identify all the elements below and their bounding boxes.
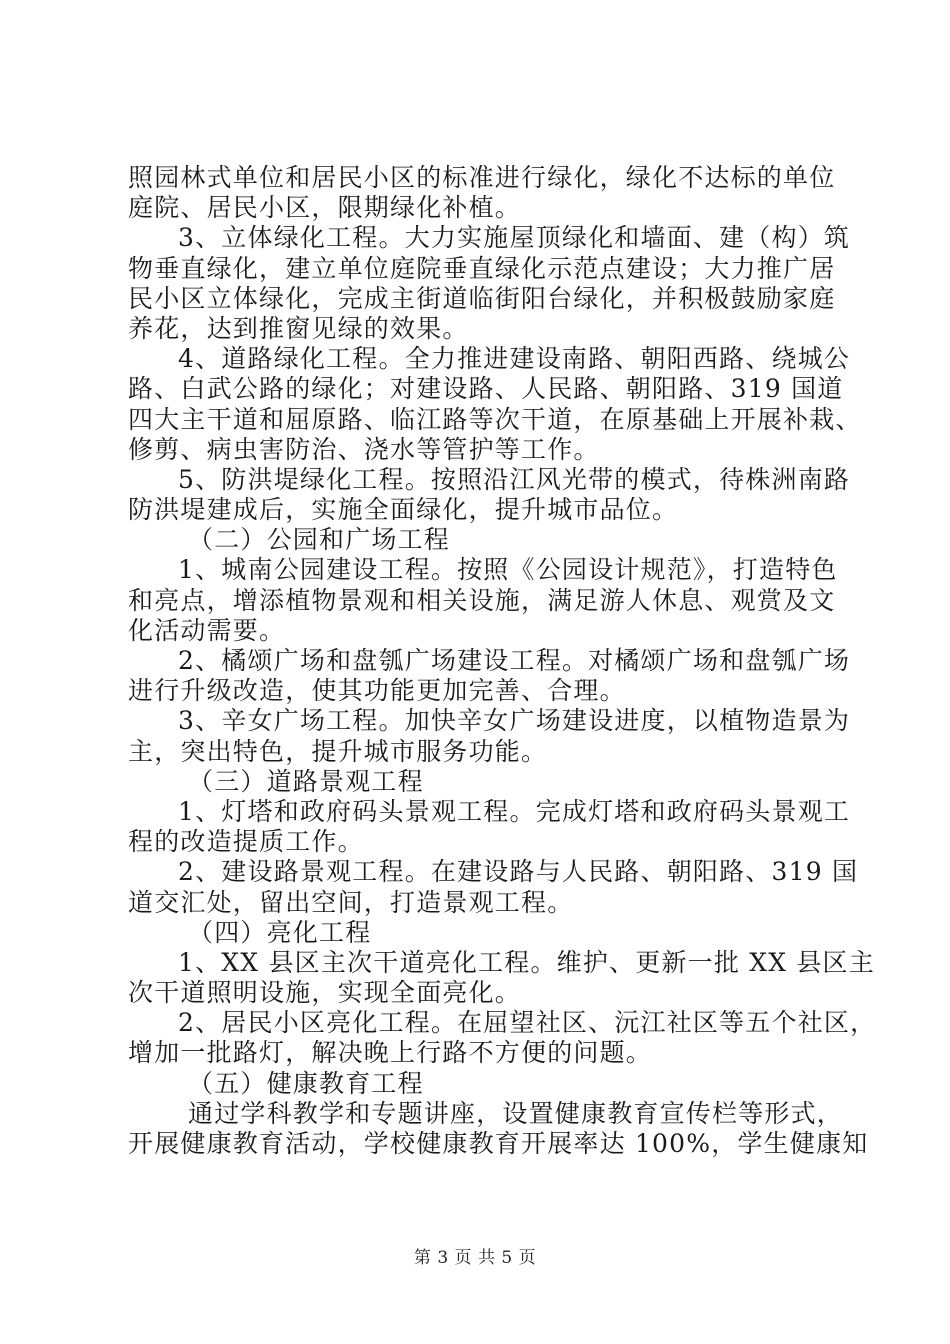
text-line: 进行升级改造，使其功能更加完善、合理。 xyxy=(128,676,626,706)
text-line: 1、XX 县区主次干道亮化工程。维护、更新一批 XX 县区主 xyxy=(178,947,875,977)
text-line: 开展健康教育活动，学校健康教育开展率达 100%，学生健康知 xyxy=(128,1129,869,1158)
text-line: 养花，达到推窗见绿的效果。 xyxy=(128,313,469,343)
text-line: 和亮点，增添植物景观和相关设施，满足游人休息、观赏及文 xyxy=(128,585,836,615)
text-line: 通过学科教学和专题讲座，设置健康教育宣传栏等形式， xyxy=(188,1098,844,1128)
text-line: 程的改造提质工作。 xyxy=(128,827,364,857)
page-number-footer: 第 3 页 共 5 页 xyxy=(413,1248,537,1268)
text-line: （四）亮化工程 xyxy=(188,917,372,947)
text-line: 1、灯塔和政府码头景观工程。完成灯塔和政府码头景观工 xyxy=(178,796,851,826)
text-line: （五）健康教育工程 xyxy=(188,1068,424,1098)
text-line: 防洪堤建成后，实施全面绿化，提升城市品位。 xyxy=(128,495,679,525)
text-line: 民小区立体绿化，完成主街道临街阳台绿化，并积极鼓励家庭 xyxy=(128,283,836,313)
text-line: 庭院、居民小区，限期绿化补植。 xyxy=(128,193,522,223)
text-line: 2、居民小区亮化工程。在屈望社区、沅江社区等五个社区， xyxy=(178,1008,877,1038)
text-line: 5、防洪堤绿化工程。按照沿江风光带的模式，待株洲南路 xyxy=(178,464,851,494)
text-line: 修剪、病虫害防治、浇水等管护等工作。 xyxy=(128,434,600,464)
text-line: 路、白武公路的绿化；对建设路、人民路、朝阳路、319 国道 xyxy=(128,374,844,404)
text-line: 3、立体绿化工程。大力实施屋顶绿化和墙面、建（构）筑 xyxy=(178,223,851,253)
document-body xyxy=(128,163,877,1159)
text-line: 4、道路绿化工程。全力推进建设南路、朝阳西路、绕城公 xyxy=(178,344,851,374)
text-line: 四大主干道和屈原路、临江路等次干道，在原基础上开展补栽、 xyxy=(128,404,862,434)
text-line: （二）公园和广场工程 xyxy=(188,525,451,555)
text-line: 增加一批路灯，解决晚上行路不方便的问题。 xyxy=(128,1038,653,1068)
text-line: 物垂直绿化，建立单位庭院垂直绿化示范点建设；大力推广居 xyxy=(128,253,836,283)
text-line: （三）道路景观工程 xyxy=(188,766,424,796)
text-line: 2、橘颂广场和盘瓠广场建设工程。对橘颂广场和盘瓠广场 xyxy=(178,646,851,675)
text-line: 3、辛女广场工程。加快辛女广场建设进度，以植物造景为 xyxy=(178,706,851,736)
text-line: 2、建设路景观工程。在建设路与人民路、朝阳路、319 国 xyxy=(178,857,859,887)
text-line: 照园林式单位和居民小区的标准进行绿化，绿化不达标的单位 xyxy=(128,163,836,192)
text-line: 次干道照明设施，实现全面亮化。 xyxy=(128,978,522,1008)
text-line: 道交汇处，留出空间，打造景观工程。 xyxy=(128,887,574,917)
text-line: 化活动需要。 xyxy=(128,615,286,645)
text-line: 1、城南公园建设工程。按照《公园设计规范》，打造特色 xyxy=(178,555,838,585)
text-line: 主，突出特色，提升城市服务功能。 xyxy=(128,736,548,766)
